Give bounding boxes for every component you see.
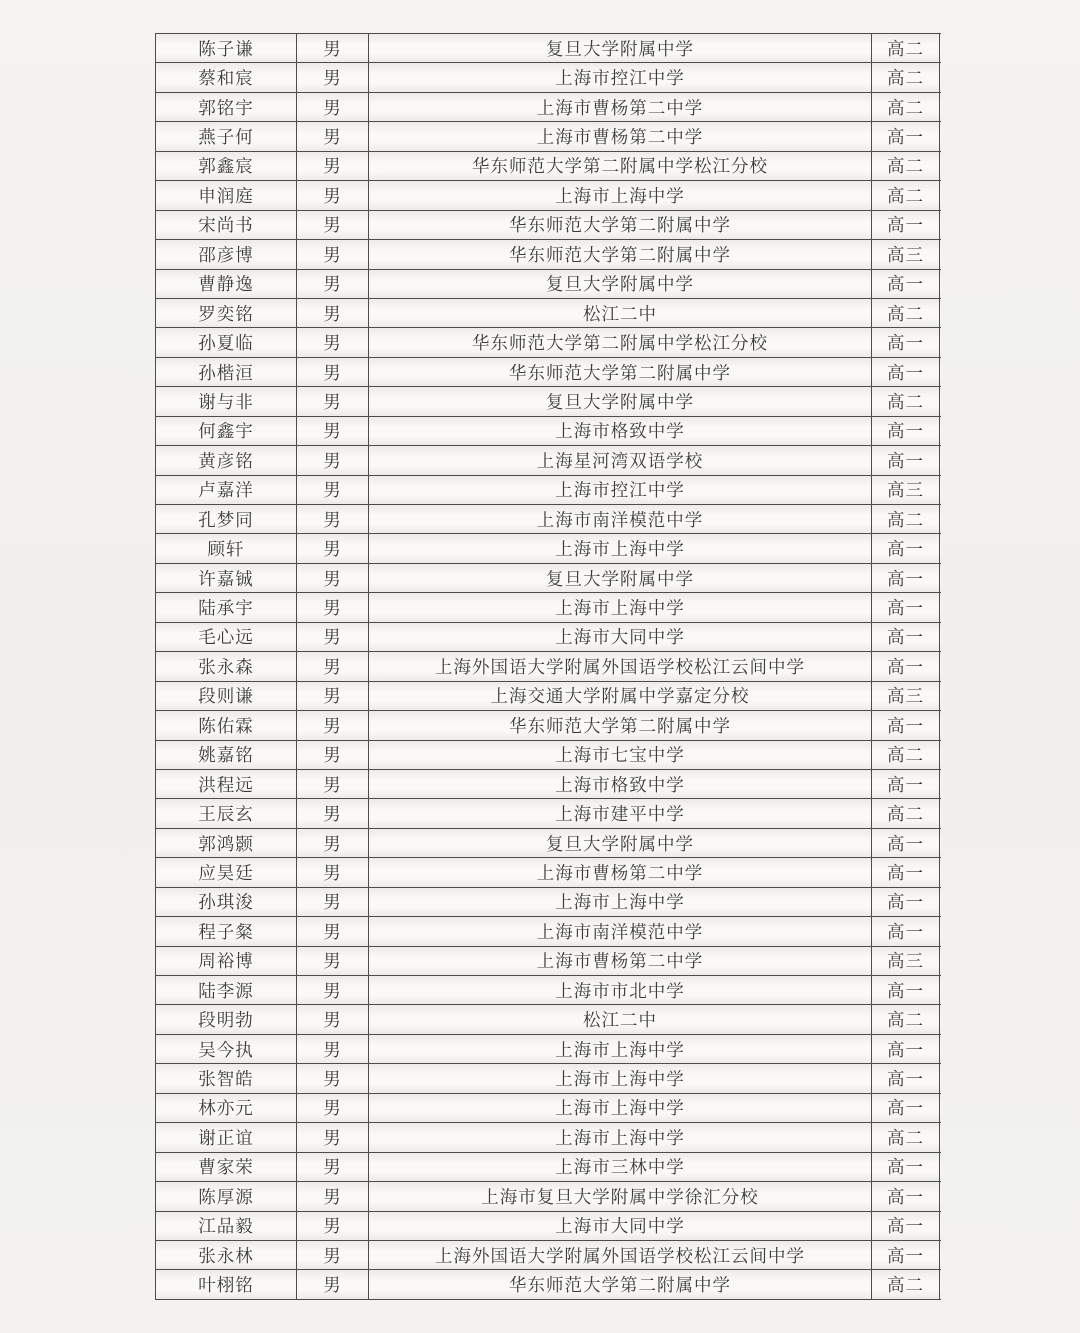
grade-cell: 高一 [872, 122, 940, 150]
table-row [156, 711, 941, 740]
gender-cell: 男 [297, 505, 369, 533]
grade-cell: 高二 [872, 505, 940, 533]
gender-cell: 男 [297, 1241, 369, 1269]
school-cell: 华东师范大学第二附属中学 [369, 1270, 872, 1298]
gender-cell: 男 [297, 181, 369, 209]
grade-cell: 高二 [872, 799, 940, 827]
grade-cell: 高二 [872, 1005, 940, 1033]
grade-cell: 高一 [872, 888, 940, 916]
table-row [156, 1035, 941, 1064]
table-row [156, 888, 941, 917]
school-cell: 复旦大学附属中学 [369, 34, 872, 62]
gender-cell: 男 [297, 1123, 369, 1151]
school-cell: 上海市控江中学 [369, 476, 872, 504]
gender-cell: 男 [297, 888, 369, 916]
table-row [156, 299, 941, 328]
table-row [156, 270, 941, 299]
student-name-cell: 孔梦同 [156, 505, 297, 533]
student-name-cell: 邵彦博 [156, 240, 297, 268]
gender-cell: 男 [297, 711, 369, 739]
student-name-cell: 卢嘉洋 [156, 476, 297, 504]
gender-cell: 男 [297, 799, 369, 827]
student-name-cell: 洪程远 [156, 770, 297, 798]
student-name-cell: 燕子何 [156, 122, 297, 150]
school-cell: 复旦大学附属中学 [369, 564, 872, 592]
grade-cell: 高一 [872, 564, 940, 592]
student-name-cell: 陈佑霖 [156, 711, 297, 739]
student-name-cell: 顾轩 [156, 534, 297, 562]
gender-cell: 男 [297, 152, 369, 180]
gender-cell: 男 [297, 593, 369, 621]
grade-cell: 高二 [872, 741, 940, 769]
school-cell: 上海市建平中学 [369, 799, 872, 827]
grade-cell: 高一 [872, 976, 940, 1004]
table-row [156, 122, 941, 151]
table-row [156, 446, 941, 475]
student-name-cell: 郭铭宇 [156, 93, 297, 121]
school-cell: 复旦大学附属中学 [369, 270, 872, 298]
gender-cell: 男 [297, 34, 369, 62]
gender-cell: 男 [297, 387, 369, 415]
gender-cell: 男 [297, 476, 369, 504]
grade-cell: 高一 [872, 917, 940, 945]
school-cell: 上海市复旦大学附属中学徐汇分校 [369, 1182, 872, 1210]
table-row [156, 1064, 941, 1093]
school-cell: 上海市曹杨第二中学 [369, 122, 872, 150]
student-name-cell: 林亦元 [156, 1094, 297, 1122]
grade-cell: 高二 [872, 387, 940, 415]
student-name-cell: 曹家荣 [156, 1153, 297, 1181]
school-cell: 上海市上海中学 [369, 1123, 872, 1151]
gender-cell: 男 [297, 534, 369, 562]
student-name-cell: 蔡和宸 [156, 63, 297, 91]
grade-cell: 高三 [872, 682, 940, 710]
gender-cell: 男 [297, 1094, 369, 1122]
grade-cell: 高二 [872, 1270, 940, 1298]
school-cell: 上海市市北中学 [369, 976, 872, 1004]
table-row [156, 34, 941, 63]
table-row [156, 534, 941, 563]
table-row [156, 1153, 941, 1182]
school-cell: 复旦大学附属中学 [369, 387, 872, 415]
grade-cell: 高二 [872, 1123, 940, 1151]
table-row [156, 93, 941, 122]
grade-cell: 高一 [872, 534, 940, 562]
grade-cell: 高一 [872, 358, 940, 386]
school-cell: 上海市大同中学 [369, 623, 872, 651]
gender-cell: 男 [297, 564, 369, 592]
grade-cell: 高二 [872, 299, 940, 327]
grade-cell: 高二 [872, 181, 940, 209]
student-name-cell: 孙琪浚 [156, 888, 297, 916]
table-row [156, 505, 941, 534]
grade-cell: 高一 [872, 446, 940, 474]
grade-cell: 高一 [872, 593, 940, 621]
gender-cell: 男 [297, 1153, 369, 1181]
student-name-cell: 程子粲 [156, 917, 297, 945]
student-name-cell: 罗奕铭 [156, 299, 297, 327]
school-cell: 华东师范大学第二附属中学 [369, 240, 872, 268]
grade-cell: 高一 [872, 1064, 940, 1092]
student-name-cell: 段则谦 [156, 682, 297, 710]
gender-cell: 男 [297, 240, 369, 268]
school-cell: 松江二中 [369, 299, 872, 327]
table-row [156, 770, 941, 799]
table-row [156, 917, 941, 946]
gender-cell: 男 [297, 976, 369, 1004]
student-name-cell: 陈子谦 [156, 34, 297, 62]
gender-cell: 男 [297, 652, 369, 680]
school-cell: 上海市大同中学 [369, 1212, 872, 1240]
gender-cell: 男 [297, 1064, 369, 1092]
table-row [156, 152, 941, 181]
grade-cell: 高一 [872, 270, 940, 298]
table-row [156, 593, 941, 622]
table-row [156, 976, 941, 1005]
table-row [156, 799, 941, 828]
school-cell: 华东师范大学第二附属中学 [369, 211, 872, 239]
school-cell: 上海外国语大学附属外国语学校松江云间中学 [369, 1241, 872, 1269]
gender-cell: 男 [297, 1212, 369, 1240]
gender-cell: 男 [297, 858, 369, 886]
school-cell: 上海市控江中学 [369, 63, 872, 91]
student-name-cell: 曹静逸 [156, 270, 297, 298]
gender-cell: 男 [297, 947, 369, 975]
school-cell: 上海市上海中学 [369, 1064, 872, 1092]
student-name-cell: 黄彦铭 [156, 446, 297, 474]
table-row [156, 564, 941, 593]
table-row [156, 652, 941, 681]
table-row [156, 741, 941, 770]
student-name-cell: 陆承宇 [156, 593, 297, 621]
table-row [156, 829, 941, 858]
school-cell: 上海外国语大学附属外国语学校松江云间中学 [369, 652, 872, 680]
school-cell: 华东师范大学第二附属中学松江分校 [369, 152, 872, 180]
grade-cell: 高三 [872, 240, 940, 268]
student-name-cell: 应昊廷 [156, 858, 297, 886]
student-name-cell: 陆李源 [156, 976, 297, 1004]
student-name-cell: 姚嘉铭 [156, 741, 297, 769]
school-cell: 上海市南洋模范中学 [369, 505, 872, 533]
table-row [156, 211, 941, 240]
gender-cell: 男 [297, 446, 369, 474]
student-name-cell: 宋尚书 [156, 211, 297, 239]
student-name-cell: 周裕博 [156, 947, 297, 975]
student-name-cell: 张永森 [156, 652, 297, 680]
school-cell: 上海星河湾双语学校 [369, 446, 872, 474]
grade-cell: 高一 [872, 623, 940, 651]
student-name-cell: 毛心远 [156, 623, 297, 651]
gender-cell: 男 [297, 623, 369, 651]
gender-cell: 男 [297, 211, 369, 239]
gender-cell: 男 [297, 1035, 369, 1063]
school-cell: 上海交通大学附属中学嘉定分校 [369, 682, 872, 710]
student-name-cell: 吴今执 [156, 1035, 297, 1063]
grade-cell: 高一 [872, 1182, 940, 1210]
gender-cell: 男 [297, 122, 369, 150]
school-cell: 上海市上海中学 [369, 534, 872, 562]
grade-cell: 高一 [872, 829, 940, 857]
student-name-cell: 申润庭 [156, 181, 297, 209]
student-name-cell: 孙楷洹 [156, 358, 297, 386]
table-row [156, 328, 941, 357]
table-row [156, 1212, 941, 1241]
school-cell: 上海市上海中学 [369, 593, 872, 621]
table-row [156, 1123, 941, 1152]
student-name-cell: 郭鑫宸 [156, 152, 297, 180]
table-row [156, 63, 941, 92]
grade-cell: 高一 [872, 858, 940, 886]
student-name-cell: 江品毅 [156, 1212, 297, 1240]
gender-cell: 男 [297, 417, 369, 445]
grade-cell: 高一 [872, 1035, 940, 1063]
gender-cell: 男 [297, 682, 369, 710]
gender-cell: 男 [297, 358, 369, 386]
school-cell: 上海市格致中学 [369, 417, 872, 445]
grade-cell: 高二 [872, 63, 940, 91]
grade-cell: 高一 [872, 711, 940, 739]
table-row [156, 476, 941, 505]
grade-cell: 高一 [872, 417, 940, 445]
student-name-cell: 谢与非 [156, 387, 297, 415]
student-name-cell: 许嘉铖 [156, 564, 297, 592]
table-row [156, 358, 941, 387]
student-name-cell: 郭鸿颢 [156, 829, 297, 857]
table-row [156, 417, 941, 446]
grade-cell: 高一 [872, 1212, 940, 1240]
school-cell: 上海市上海中学 [369, 1035, 872, 1063]
student-name-cell: 段明勃 [156, 1005, 297, 1033]
school-cell: 华东师范大学第二附属中学松江分校 [369, 328, 872, 356]
table-row [156, 682, 941, 711]
table-row [156, 858, 941, 887]
grade-cell: 高一 [872, 1094, 940, 1122]
gender-cell: 男 [297, 63, 369, 91]
school-cell: 上海市七宝中学 [369, 741, 872, 769]
grade-cell: 高一 [872, 770, 940, 798]
gender-cell: 男 [297, 299, 369, 327]
school-cell: 上海市曹杨第二中学 [369, 947, 872, 975]
school-cell: 上海市三林中学 [369, 1153, 872, 1181]
school-cell: 华东师范大学第二附属中学 [369, 358, 872, 386]
student-name-cell: 张智皓 [156, 1064, 297, 1092]
table-row [156, 623, 941, 652]
gender-cell: 男 [297, 270, 369, 298]
school-cell: 复旦大学附属中学 [369, 829, 872, 857]
student-name-cell: 叶栩铭 [156, 1270, 297, 1298]
school-cell: 上海市上海中学 [369, 888, 872, 916]
gender-cell: 男 [297, 328, 369, 356]
school-cell: 上海市曹杨第二中学 [369, 93, 872, 121]
grade-cell: 高一 [872, 211, 940, 239]
gender-cell: 男 [297, 770, 369, 798]
student-roster-table [155, 33, 941, 1300]
gender-cell: 男 [297, 741, 369, 769]
student-name-cell: 何鑫宇 [156, 417, 297, 445]
gender-cell: 男 [297, 1182, 369, 1210]
table-row [156, 1094, 941, 1123]
school-cell: 上海市曹杨第二中学 [369, 858, 872, 886]
school-cell: 上海市格致中学 [369, 770, 872, 798]
table-row [156, 181, 941, 210]
grade-cell: 高一 [872, 1153, 940, 1181]
grade-cell: 高一 [872, 1241, 940, 1269]
table-row [156, 1241, 941, 1270]
table-row [156, 947, 941, 976]
school-cell: 上海市上海中学 [369, 181, 872, 209]
student-name-cell: 张永林 [156, 1241, 297, 1269]
gender-cell: 男 [297, 1005, 369, 1033]
school-cell: 上海市上海中学 [369, 1094, 872, 1122]
grade-cell: 高三 [872, 476, 940, 504]
student-name-cell: 谢正谊 [156, 1123, 297, 1151]
table-row [156, 387, 941, 416]
student-name-cell: 陈厚源 [156, 1182, 297, 1210]
gender-cell: 男 [297, 829, 369, 857]
school-cell: 华东师范大学第二附属中学 [369, 711, 872, 739]
gender-cell: 男 [297, 917, 369, 945]
table-row [156, 1270, 941, 1299]
student-name-cell: 王辰玄 [156, 799, 297, 827]
grade-cell: 高三 [872, 947, 940, 975]
grade-cell: 高一 [872, 328, 940, 356]
grade-cell: 高二 [872, 34, 940, 62]
grade-cell: 高二 [872, 152, 940, 180]
student-name-cell: 孙夏临 [156, 328, 297, 356]
table-row [156, 1005, 941, 1034]
school-cell: 松江二中 [369, 1005, 872, 1033]
school-cell: 上海市南洋模范中学 [369, 917, 872, 945]
gender-cell: 男 [297, 93, 369, 121]
gender-cell: 男 [297, 1270, 369, 1298]
table-row [156, 1182, 941, 1211]
grade-cell: 高一 [872, 652, 940, 680]
table-row [156, 240, 941, 269]
grade-cell: 高二 [872, 93, 940, 121]
